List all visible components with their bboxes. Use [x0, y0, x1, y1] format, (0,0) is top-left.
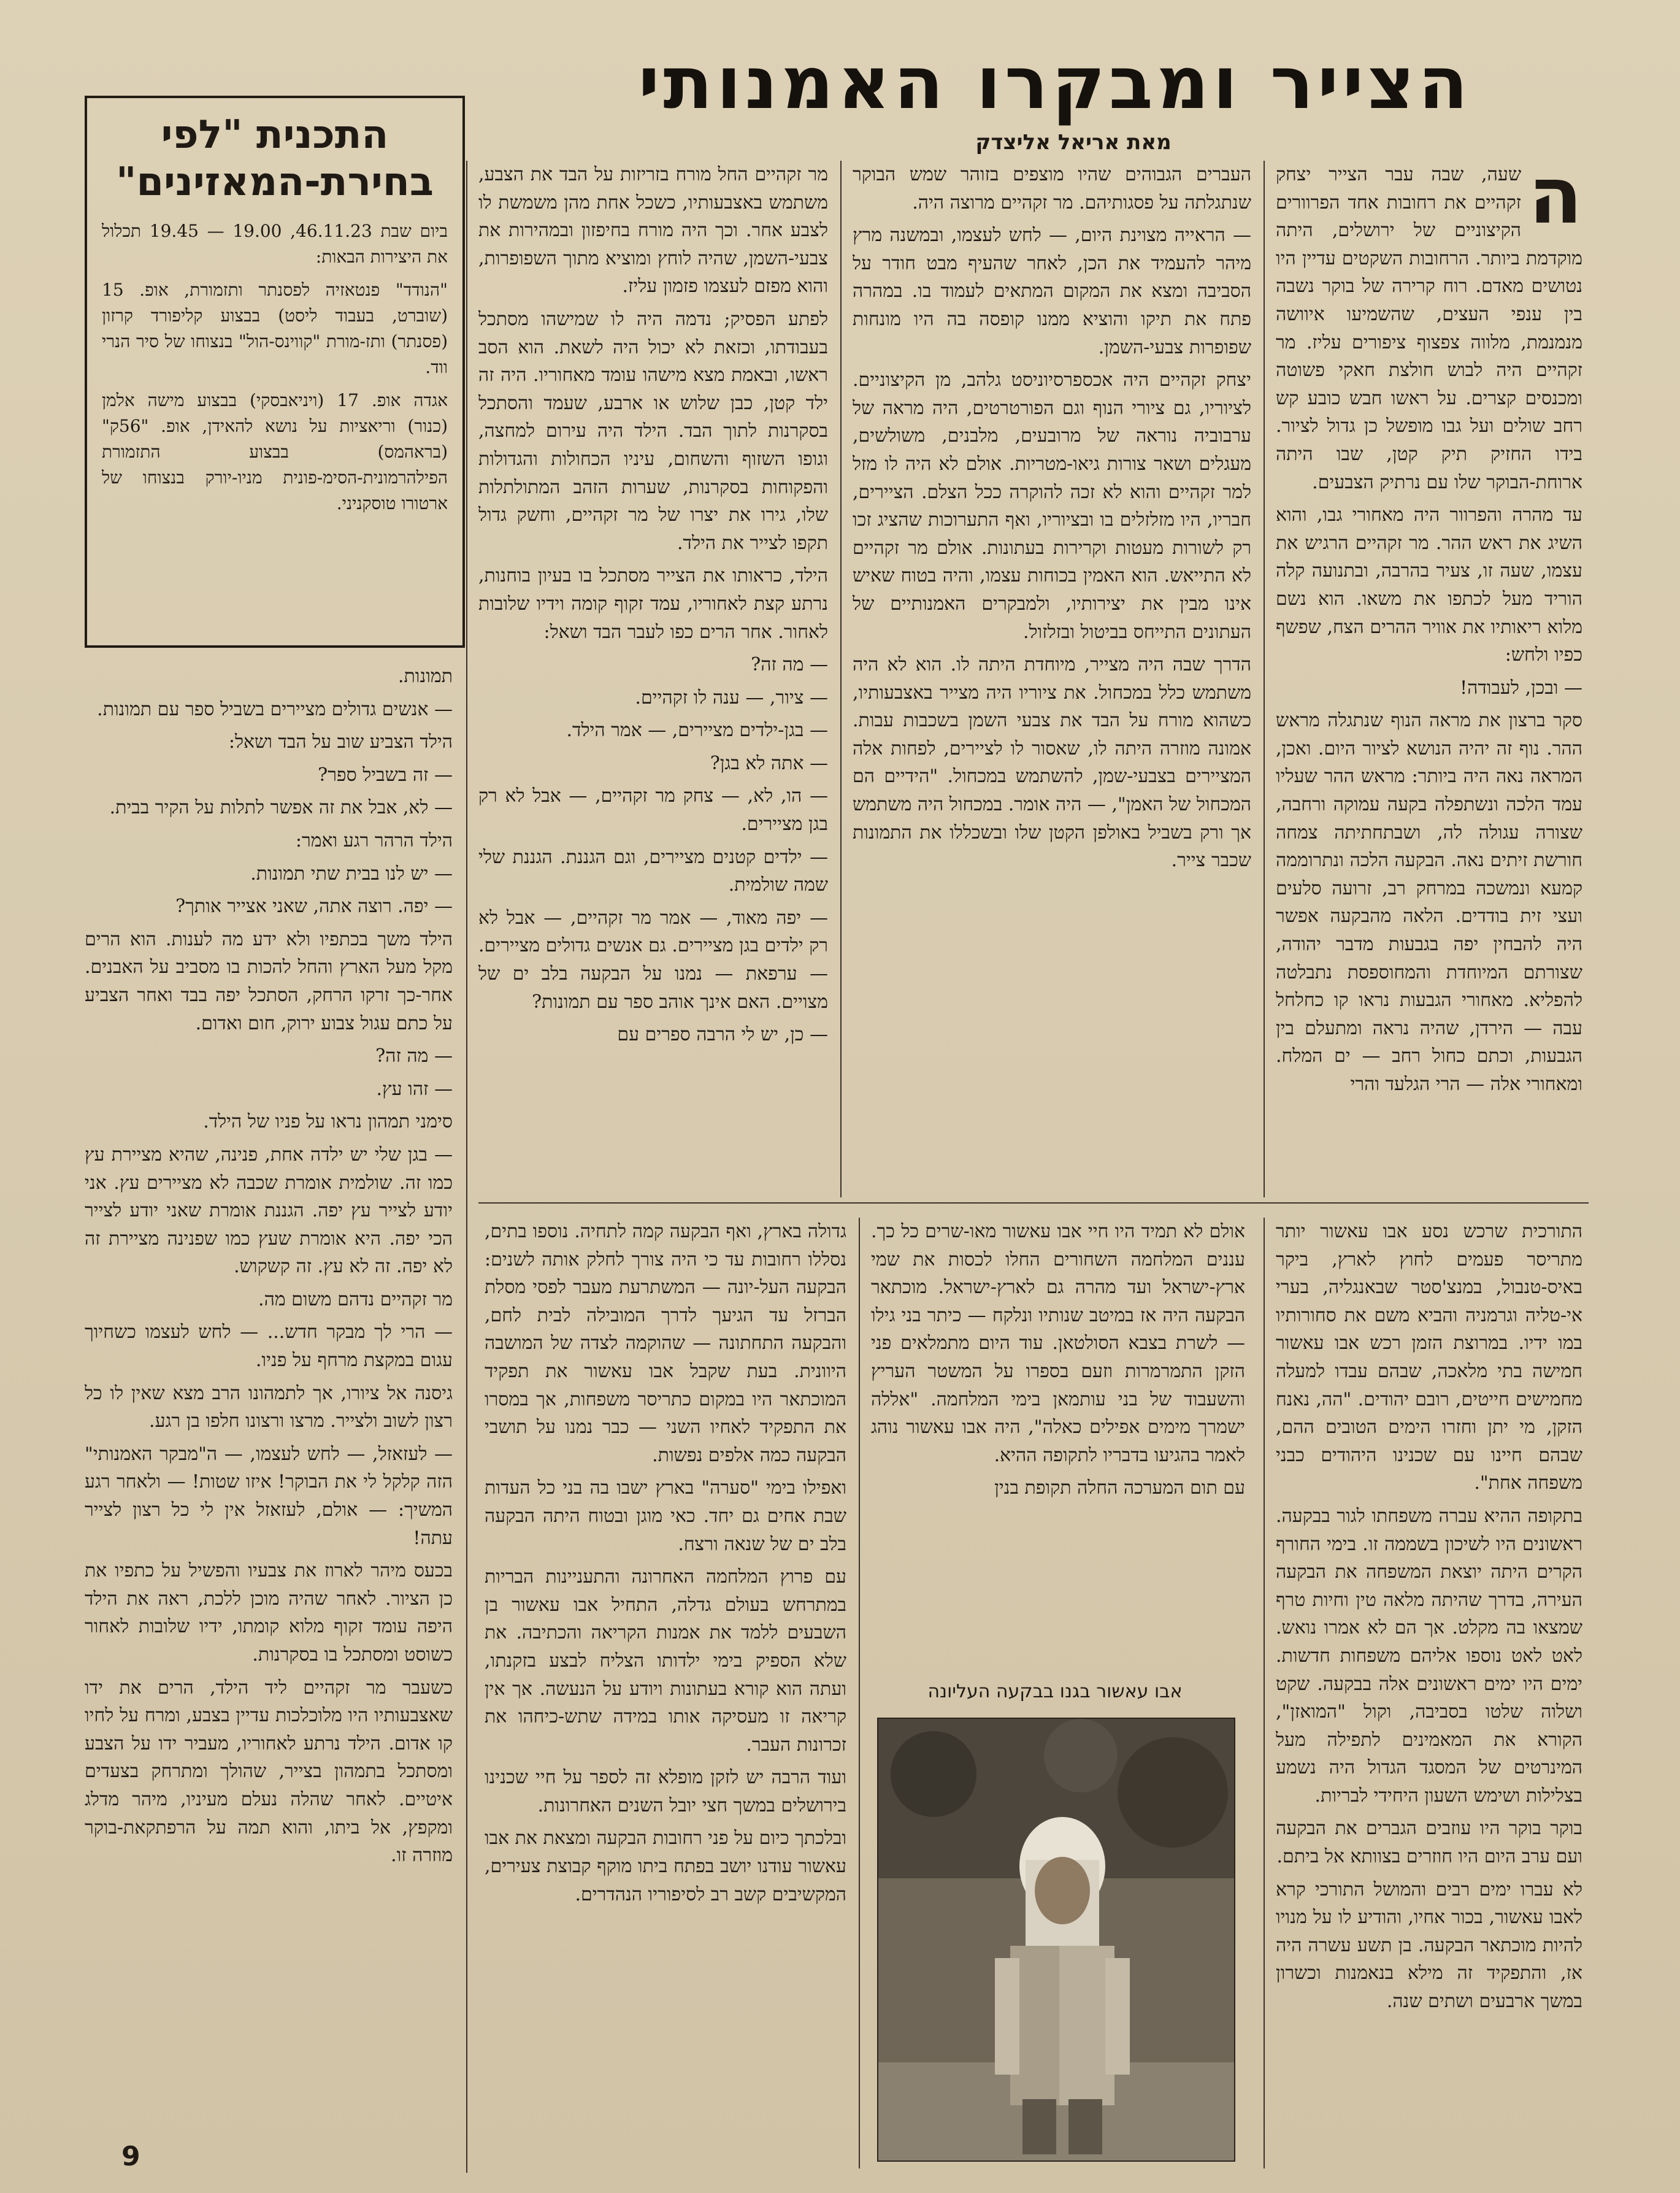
paragraph: מר זקהיים החל מורח בזריזות על הבד את הצבע, משתמש באצבעותיו, כשכל אחת מהן משמשת לו לצבע אחר. וכך היה מורח בחיפזון ובמהירות את צבעי-השמן, שהיה לוחץ ומוציא מתוך השפופרות, והוא מפזם לעצמו פזמון עליז. [478, 164, 828, 298]
paragraph: ובלכתך כיום על פני רחובות הבקעה ומצאת את אבו עאשור עודנו יושב בפתח ביתו מוקף קבוצת צעירים, המקשיבים קשב רב לסיפוריו הנהדרים. [485, 1827, 846, 1905]
portrait-photo [877, 1718, 1235, 2162]
paragraph: — הו, לא, — צחק מר זקהיים, — אבל לא רק בגן מציירים. [478, 785, 828, 835]
paragraph: הילד הרהר רגע ואמר: [295, 829, 453, 851]
column-rule [840, 161, 842, 1197]
article-headline: הצייר ומבקרו האמנותי [638, 40, 1472, 125]
paragraph: עד מהרה והפרוור היה מאחורי גבו, והוא השיג את ראש ההר. מר זקהיים הרגיש את עצמו, שעה זו, צעיר בהרבה, ובתנועה קלה הוריד מעל לכתפו את משאו. הוא נשם מלוא ריאותיו את אוויר ההרים הצח, שפשף כפיו ולחש: [1276, 504, 1582, 666]
column-rule [466, 161, 467, 2173]
article-byline: מאת אריאל אליצדק [975, 130, 1172, 155]
lower-column-a [1276, 1218, 1582, 2162]
paragraph: — מה זה? [375, 1045, 453, 1067]
paragraph: — לעזאזל, — לחש לעצמו, — ה"מבקר האמנותי" הזה קלקל לי את הבוקר! איזו שטות! — ולאחר רגע המשיך: — אולם, לעזאזל אין לי כל רצון לצייר עתה! [85, 1443, 453, 1549]
paragraph: — יפה. רוצה אתה, שאני אצייר אותך? [175, 896, 453, 918]
paragraph: — ילדים קטנים מציירים, וגם הגננת. הגננת שלי שמה שולמית. [478, 846, 828, 896]
paragraph: עם פרוץ המלחמה האחרונה והתעניינות הבריות במתרחש בעולם גדלה, התחיל אבו עאשור בן השבעים ללמד את אמנות הקריאה והכתיבה. את שלא הספיק בימי ילדותו הצליח לבצע בזקנתו, ועתה הוא קורא בעתונות ויודע על הנעשה. אך אין קריאה זו מעסיקה אותו במידה שתש-כיחהו את זכרונות העבר. [485, 1566, 846, 1756]
box-paragraph: ביום שבת 46.11.23, 19.00 — 19.45 תכלול את היצירות הבאות: [102, 220, 448, 267]
paragraph: — בגן-ילדים מציירים, — אמר הילד. [566, 720, 828, 742]
paragraph: כשעבר מר זקהיים ליד הילד, הרים את ידו שאצבעותיו היו מלוכלכות עדיין בצבע, ומרח על לחיו קו אדום. הילד נרתע לאחוריו, מעביר ידו על הצבע ומסתכל בתמהון בצייר, שהולך ומתרחק בצעדים איטיים. לאחר שהלה נעלם מעיניו, מיהר מדלג ומקפץ, אל ביתו, והוא תמה על הרפתקאת-בוקר מוזרה זו. [85, 1676, 453, 1867]
paragraph: גיסנה אל ציורו, אך לתמהונו הרב מצא שאין לו כל רצון לשוב ולצייר. מרצו ורצונו חלפו בן רגע. [85, 1382, 453, 1432]
story-column-3 [478, 161, 828, 1191]
box-title: התכנית "לפי בחירת-המאזינים" [116, 112, 434, 205]
drop-cap: ה [1528, 161, 1582, 242]
paragraph: ואפילו בימי "סערה" בארץ ישבו בה בני כל העדות שבת אחים גם יחד. כאי מוגן ובטוח היתה הבקעה בלב ים של שנאה ורצח. [485, 1477, 846, 1555]
lower-column-c [485, 1218, 846, 2162]
paragraph: הילד, כראותו את הצייר מסתכל בו בעיון בוחנות, נרתע קצת לאחוריו, עמד זקוף קומה וידיו שלובות לאחור. אחר הרים כפו לעבר הבד ושאל: [478, 565, 828, 643]
paragraph: — יש לנו בבית שתי תמונות. [250, 862, 453, 885]
paragraph: — לא, אבל את זה אפשר לתלות על הקיר בבית. [109, 797, 453, 819]
paragraph: — הרי לך מבקר חדש... — לחש לעצמו כשחיוך עגום במקצת מרחף על פניו. [85, 1321, 453, 1372]
paragraph: — כן, יש לי הרבה ספרים עם [617, 1024, 828, 1046]
paragraph: — זה בשביל ספר? [318, 764, 453, 786]
paragraph: תמונות. [397, 666, 453, 687]
story-column-1 [1276, 161, 1582, 1191]
paragraph: — ובכן, לעבודה! [1460, 677, 1582, 699]
paragraph: ועוד הרבה יש לזקן מופלא זה לספר על חיי שכנינו בירושלים במשך חצי יובל השנים האחרונות. [485, 1767, 846, 1816]
box-paragraph: אגדה אופ. 17 (ויניאבסקי) בבצוע מישה אלמן (כנור) וריאציות על נושא להאידן, אופ. "56ק" (בראהמס) בבצוע התזמורת הפילהרמונית-הסימ-פונית מניו-יורק בנצוחו של ארטורו טוסקניני. [102, 390, 448, 513]
paragraph: יצחק זקהיים היה אכספרסיוניסט גלהב, מן הקיצוניים. לציוריו, גם ציורי הנוף וגם הפורטרטים, היה מראה של ערבוביה נוראה של מרובעים, מלבנים, משולשים, מעגלים ושאר צורות גיאו-מטריות. אולם לא היה לו מזל למר זקהיים והוא לא זכה להוקרה ככל הצלם. הציירים, חבריו, היו מזלזלים בו ובציוריו, ואף התערוכות שהציג זכו רק לשורות מעטות וקרירות בעתונות. אולם מר זקהיים לא התייאש. הוא האמין בכוחות עצמו, והיה בטוח שאיש אינו מבין את יצירותיו, ולמבקרים האמנותיים של העתונים התייחס בביטול ובזלזול. [853, 369, 1251, 643]
paragraph: — מה זה? [751, 654, 828, 676]
paragraph: — אתה לא בגן? [710, 752, 828, 774]
lower-column-b [871, 1218, 1245, 1647]
photo-graphic [878, 1719, 1234, 2160]
paragraph: בוקר בוקר היו עוזבים הגברים את הבקעה ועם ערב היום היו חוזרים בצוותא אל ביתם. [1276, 1818, 1582, 1868]
paragraph: מר זקהיים נדהם משום מה. [258, 1288, 453, 1310]
paragraph: הילד משך בכתפיו ולא ידע מה לענות. הוא הרים מקל מעל הארץ והחל להכות בו מסביב על האבנים. אחר-כך זרקו הרחק, הסתכל יפה בבד ואחר הצביע על כתם עגול צבוע ירוק, חום ואדום. [85, 928, 453, 1034]
paragraph: הדרך שבה היה מצייר, מיוחדת היתה לו. הוא לא היה משתמש כלל במכחול. את ציוריו היה מצייר באצבעותיו, כשהוא מורח על הבד את צבעי השמן בשכבות עבות. אמונה מוזרה היתה לו, שאסור לו לציירים, לפחות אלה המציירים בצבעי-שמן, להשתמש במכחול. "הידיים הם המכחול של האמן", — היה אומר. במכחול היה משתמש אך ורק בשביל באולפן הקטן שלו ובשכללו את התמונות שכבר צייר. [853, 654, 1251, 872]
radio-program-box [85, 96, 465, 648]
story-column-2 [853, 161, 1251, 1191]
column-rule [1264, 161, 1265, 1197]
box-paragraph: "הנודד" פנטאזיה לפסנתר ותזמורת, אופ. 15 (שוברט, בעבוד ליסט) בבצוע קליפורד קרזון (פסנתר) ותז-מורת "קווינס-הול" בנצוחו של סיר הנרי ווד. [102, 279, 448, 377]
paragraph: שעה, שבה עבר הצייר יצחק זקהיים את רחובות אחד הפרוורים הקיצוניים של ירושלים, היתה מוקדמת ביותר. הרחובות השקטים עדיין היו נטושים מאדם. רוח קרירה של בוקר נשבה בין ענפי העצים, שהשמיעו איוושה מנמנמת, מלווה צפצוף ציפורים עליז. מר זקהיים היה לבוש חולצת חאקי פשוטה ומכנסים קצרים. על ראשו חבש כובע קש רחב שולים ועל גבו מופשל כן גדול לציור. בידו החזיק תיק קטן, שבו היתה ארוחת-הבוקר שלו עם נרתיק הצבעים. [1276, 164, 1582, 493]
paragraph: התורכית שרכש נסע אבו עאשור יותר מתריסר פעמים לחוץ לארץ, ביקר באיס-טנבול, במנצ'סטר שבאנגליה, בערי אי-טליה וגרמניה והביא משם את סחורותיו במו ידיו. במרוצת הזמן רכש אבו עאשור חמישה בתי מלאכה, שבהם עבדו למעלה מחמישים חייטים, רובם יהודים. "הה, נאנח הזקן, מי יתן וחזרו הימים הטובים ההם, שבהם חיינו עם שכנינו היהודים כבני משפחה אחת". [1276, 1221, 1582, 1494]
paragraph: — בגן שלי יש ילדה אחת, פנינה, שהיא מציירת עץ כמו זה. שולמית אומרת שכבה לא מציירים עץ. אני יודע לצייר עץ יפה. הגננת אומרת שאני יודע לצייר הכי יפה. היא אומרת שעץ כמו שפנינה מציירת זה לא יפה. זה לא עץ. זה קשקוש. [85, 1143, 453, 1278]
page-number: 9 [121, 2141, 140, 2172]
story-column-4 [85, 663, 453, 2135]
paragraph: בתקופה ההיא עברה משפחתו לגור בבקעה. ראשונים היו לשיכון בשממה זו. בימי החורף הקרים היתה יוצאת המשפחה את הבקעה העירה, בדרך שהיתה מלאה טין וחיות טרף שמצאו בה מקלט. אך הם לא אמרו נואש. לאט לאט נוספו אליהם משפחות חדשות. ימים היו ימים ראשונים אלה בבקעה. שקט ושלוה שלטו בסביבה, וקול "המואזן", הקורא את המאמינים לתפילה מעל המינרטים של המסגד הגדול היה נשמע בצלילות ושימש השעון היחידי לבריות. [1276, 1505, 1582, 1807]
column-rule [1264, 1218, 1265, 2168]
paragraph: — אנשים גדולים מציירים בשביל ספר עם תמונות. [97, 698, 453, 720]
paragraph: גדולה בארץ, ואף הבקעה קמה לתחיה. נוספו בתים, נסללו רחובות עד כי היה צורך לחלק אותה לשנים: הבקעה העל-יונה — המשתרעת מעבר לפסי מסלת הברזל עד הגיעך לדרך המובילה לבית לחם, והבקעה התחתונה — שהוקמה לצדה של המושבה היוונית. בעת שקבל אבו עאשור את תפקיד המוכתאר היו במקום כתריסר משפחות, אך במסרו את התפקיד לאחיו השני — כבר נמנו על תושבי הבקעה כמה אלפים נפשות. [485, 1221, 846, 1466]
section-rule [478, 1202, 1589, 1204]
paragraph: לא עברו ימים רבים והמושל התורכי קרא לאבו עאשור, בכור אחיו, והודיע לו על מנויו להיות מוכתאר הבקעה. בן תשע עשרה היה אז, והתפקיד זה מילא בנאמנות וכשרון במשך ארבעים ושתים שנה. [1276, 1878, 1582, 2013]
column-rule [859, 1218, 860, 2168]
paragraph: בכעס מיהר לארוז את צבעיו והפשיל על כתפיו את כן הציור. לאחר שהיה מוכן ללכת, ראה את הילד היפה עומד זקוף מלוא קומתו, ידיו שלובות לאחור כשוסט ומסתכל בו בסקרנות. [85, 1560, 453, 1665]
paragraph: העברים הגבוהים שהיו מוצפים בזוהר שמש הבוקר שנתגלתה על פסגותיהם. מר זקהיים מרוצה היה. [853, 164, 1251, 213]
paragraph: סימני תמהון נראו על פניו של הילד. [203, 1111, 453, 1133]
paragraph: — יפה מאוד, — אמר מר זקהיים, — אבל לא רק ילדים בגן מציירים. גם אנשים גדולים מציירים. — ערפאת — נמנו על הבקעה בלב ים של מצויים. האם אינך אוהב ספר עם תמונות? [478, 907, 828, 1013]
paragraph: — זהו עץ. [376, 1078, 453, 1100]
paragraph: סקר ברצון את מראה הנוף שנתגלה מראש ההר. נוף זה יהיה הנושא לציור היום. ואכן, המראה נאה היה ביותר: מראש ההר שעליו עמד הלכה ונשתפלה בקעה עמוקה ורחבה, שצורה עגולה לה, ושבתחתיתה צמחה חורשת זיתים נאה. הבקעה הלכה ונתרוממה קמעא ונמשכה במרחק רב, זרועה סלעים ועצי זית בודדים. הלאה מהבקעה אפשר היה להבחין יפה בגבעות מדבר יהודה, שצורתם המיוחדת והמחוספסת נתבלטה להפליא. מאחורי הגבעות נראו קו כחלחל עבה — הירדן, שהיה נראה ומתעלם בין הגבעות, וכתם כחול רחב — ים המלח. ומאחורי אלה — הרי הגלעד והרי [1276, 710, 1582, 1095]
paragraph: — הראייה מצוינת היום, — לחש לעצמו, ובמשנה מרץ מיהר להעמיד את הכן, לאחר שהעיף מבט חודר על הסביבה ומצא את המקום המתאים לעמוד בו. במהרה פתח את תיקו והוציא ממנו קופסה בה היו מונחות שפופרות צבעי-השמן. [853, 225, 1251, 358]
paragraph: הילד הצביע שוב על הבד ושאל: [228, 731, 453, 753]
paragraph: לפתע הפסיק; נדמה היה לו שמישהו מסתכל בעבודתו, וכזאת לא יכול היה לשאת. הוא הסב ראשו, ובאמת מצא מישהו עומד מאחוריו. היה זה ילד קטן, כבן שלוש או ארבע, שעמד והסתכל בסקרנות לתוך הבד. הילד היה עירום למחצה, וגופו השזוף והשחום, עיניו הכחולות והגדולות והפקוחות בסקרנות, שערות הזהב המתולתלות שלו, גירו את יצרו של מר זקהיים, וחשק גדול תקפו לצייר את הילד. [478, 308, 828, 554]
paragraph: אולם לא תמיד היו חיי אבו עאשור מאו-שרים כל כך. עננים המלחמה השחורים החלו לכסות את שמי ארץ-ישראל ועד מהרה גם לארץ-ישראל. מוכתאר הבקעה היה אז במיטב שנותיו ונלקח — כיתר בני גילו — לשרת בצבא הסולטאן. עוד היום מתמלאים פני הזקן התמרמרות וזעם בספרו על המשטר העריץ והשעבוד של בני עותמאן בימי המלחמה. "אללה ישמרך מימים אפילים כאלה", היה אבו עאשור נוהג לאמר בהגיעו בדבריו לתקופה ההיא. [871, 1221, 1245, 1466]
paragraph: עם תום המערכה החלה תקופת בנין [994, 1477, 1245, 1499]
photo-caption: אבו עאשור בגנו בבקעה העליונה [927, 1681, 1183, 1702]
paragraph: — ציור, — ענה לו זקהיים. [635, 686, 828, 709]
